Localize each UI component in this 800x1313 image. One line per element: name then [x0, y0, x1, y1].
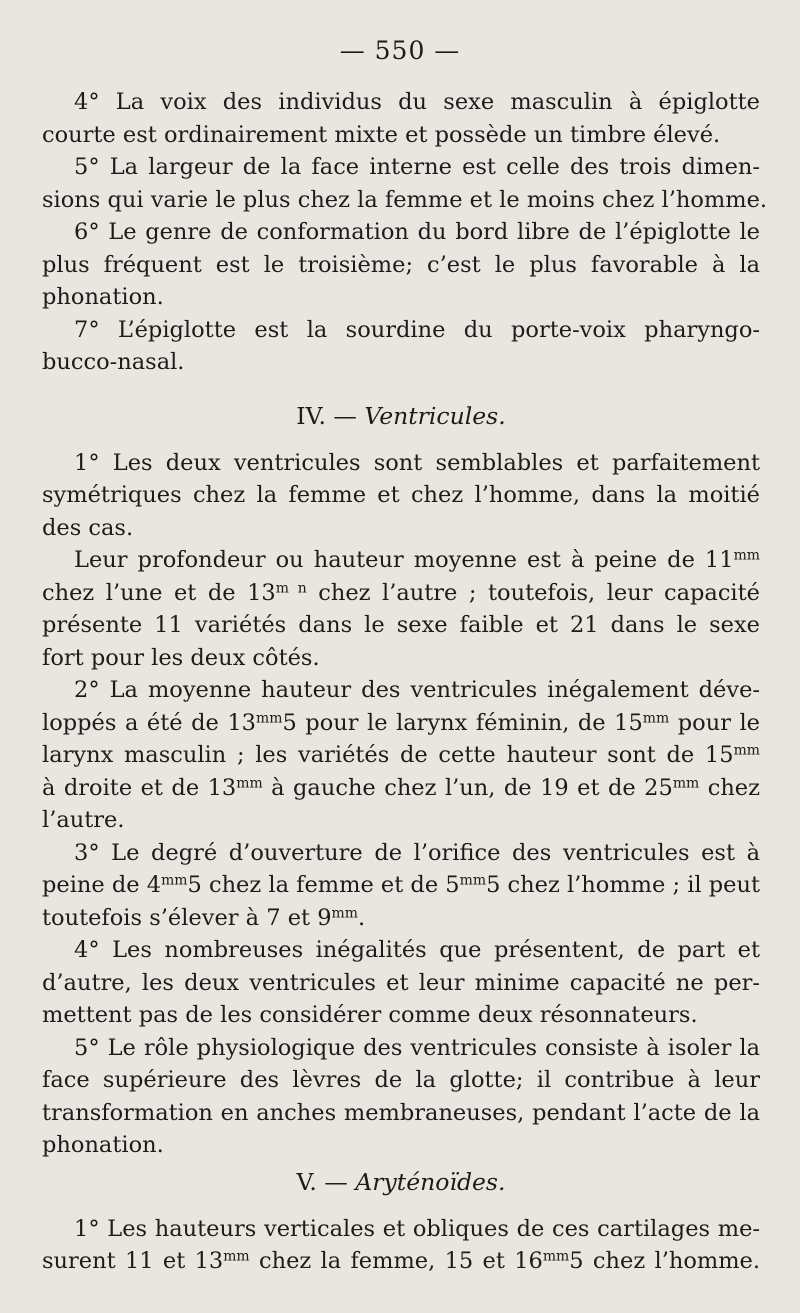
- text-line: 2° La moyenne hauteur des ventricules inégalement déve-: [74, 677, 760, 703]
- text-line: loppés a été de $13^{mm}5$ pour le larynx féminin, de $15^{mm}$ pour le: [42, 709, 760, 736]
- section-numeral: V. —: [296, 1168, 348, 1196]
- text-line: à droite et de $13^{mm}$ à gauche chez l’un, de 19 et de $25^{mm}$ chez: [42, 774, 760, 801]
- text-line: d’autre, les deux ventricules et leur minime capacité ne per-: [42, 969, 760, 996]
- text-line: symétriques chez la femme et chez l’homme, dans la moitié: [42, 482, 760, 508]
- section-heading: [42, 1166, 760, 1199]
- section-4-ventricules: [42, 392, 760, 1162]
- page-number: — 550 —: [339, 36, 461, 65]
- text-line: mettent pas de les considérer comme deux résonnateurs.: [42, 1002, 698, 1028]
- text-line: fort pour les deux côtés.: [42, 644, 320, 671]
- text-line: 6° Le genre de conformation du bord libre de l’épiglotte le: [74, 219, 760, 245]
- text-line: l’autre.: [42, 807, 125, 833]
- text-line: 3° Le degré d’ouverture de l’orifice des ventricules est à: [74, 839, 760, 866]
- text-line: plus fréquent est le troisième; c’est le plus favorable à la: [42, 251, 760, 278]
- section-numeral: IV. —: [296, 402, 357, 430]
- text-line: larynx masculin ; les variétés de cette hauteur sont de $15^{mm}$: [42, 742, 760, 768]
- text-line: des cas.: [42, 514, 134, 541]
- text-line: sions qui varie le plus chez la femme et le moins chez l’homme.: [42, 186, 768, 213]
- text-line: 5° Le rôle physiologique des ventricules consiste à isoler la: [74, 1034, 760, 1061]
- text-line: peine de $4^{mm}5$ chez la femme et de $5^{mm}5$ chez l’homme ; il peut: [42, 872, 760, 898]
- text-line: 4° Les nombreuses inégalités que présentent, de part et: [74, 937, 760, 963]
- text-line: chez l’une et de $13^{m n}$ chez l’autre ; toutefois, leur capacité: [42, 579, 760, 606]
- section-5-arytenoides: [42, 1158, 760, 1278]
- text-line: 4° La voix des individus du sexe masculin à épiglotte: [74, 89, 760, 115]
- text-line: présente 11 variétés dans le sexe faible et 21 dans le sexe: [42, 612, 760, 638]
- text-line: transformation en anches membraneuses, pendant l’acte de la: [42, 1099, 760, 1126]
- text-line: Leur profondeur ou hauteur moyenne est à peine de $11^{mm}$: [74, 547, 760, 573]
- section-title: Ventricules.: [364, 402, 506, 430]
- text-line: surent 11 et $13^{mm}$ chez la femme, 15 et $16^{mm}5$ chez l’homme.: [42, 1248, 761, 1274]
- text-line: 1° Les deux ventricules sont semblables et parfaitement: [74, 449, 760, 476]
- text-line: phonation.: [42, 1132, 164, 1158]
- text-line: 5° La largeur de la face interne est celle des trois dimen-: [74, 154, 760, 180]
- text-line: 7° L’épiglotte est la sourdine du porte-voix pharyngo-: [74, 316, 760, 343]
- text-line: toutefois s’élever à 7 et $9^{mm}$.: [42, 904, 366, 931]
- text-line: bucco-nasal.: [42, 349, 185, 375]
- text-line: courte est ordinairement mixte et possède un timbre élevé.: [42, 121, 721, 148]
- section-heading: [42, 400, 760, 433]
- text-line: face supérieure des lèvres de la glotte; il contribue à leur: [42, 1067, 760, 1093]
- text-line: phonation.: [42, 284, 164, 310]
- section-title: Aryténoïdes.: [355, 1168, 506, 1196]
- section-3-continuation: [42, 86, 768, 379]
- text-line: 1° Les hauteurs verticales et obliques de ces cartilages me-: [74, 1215, 760, 1242]
